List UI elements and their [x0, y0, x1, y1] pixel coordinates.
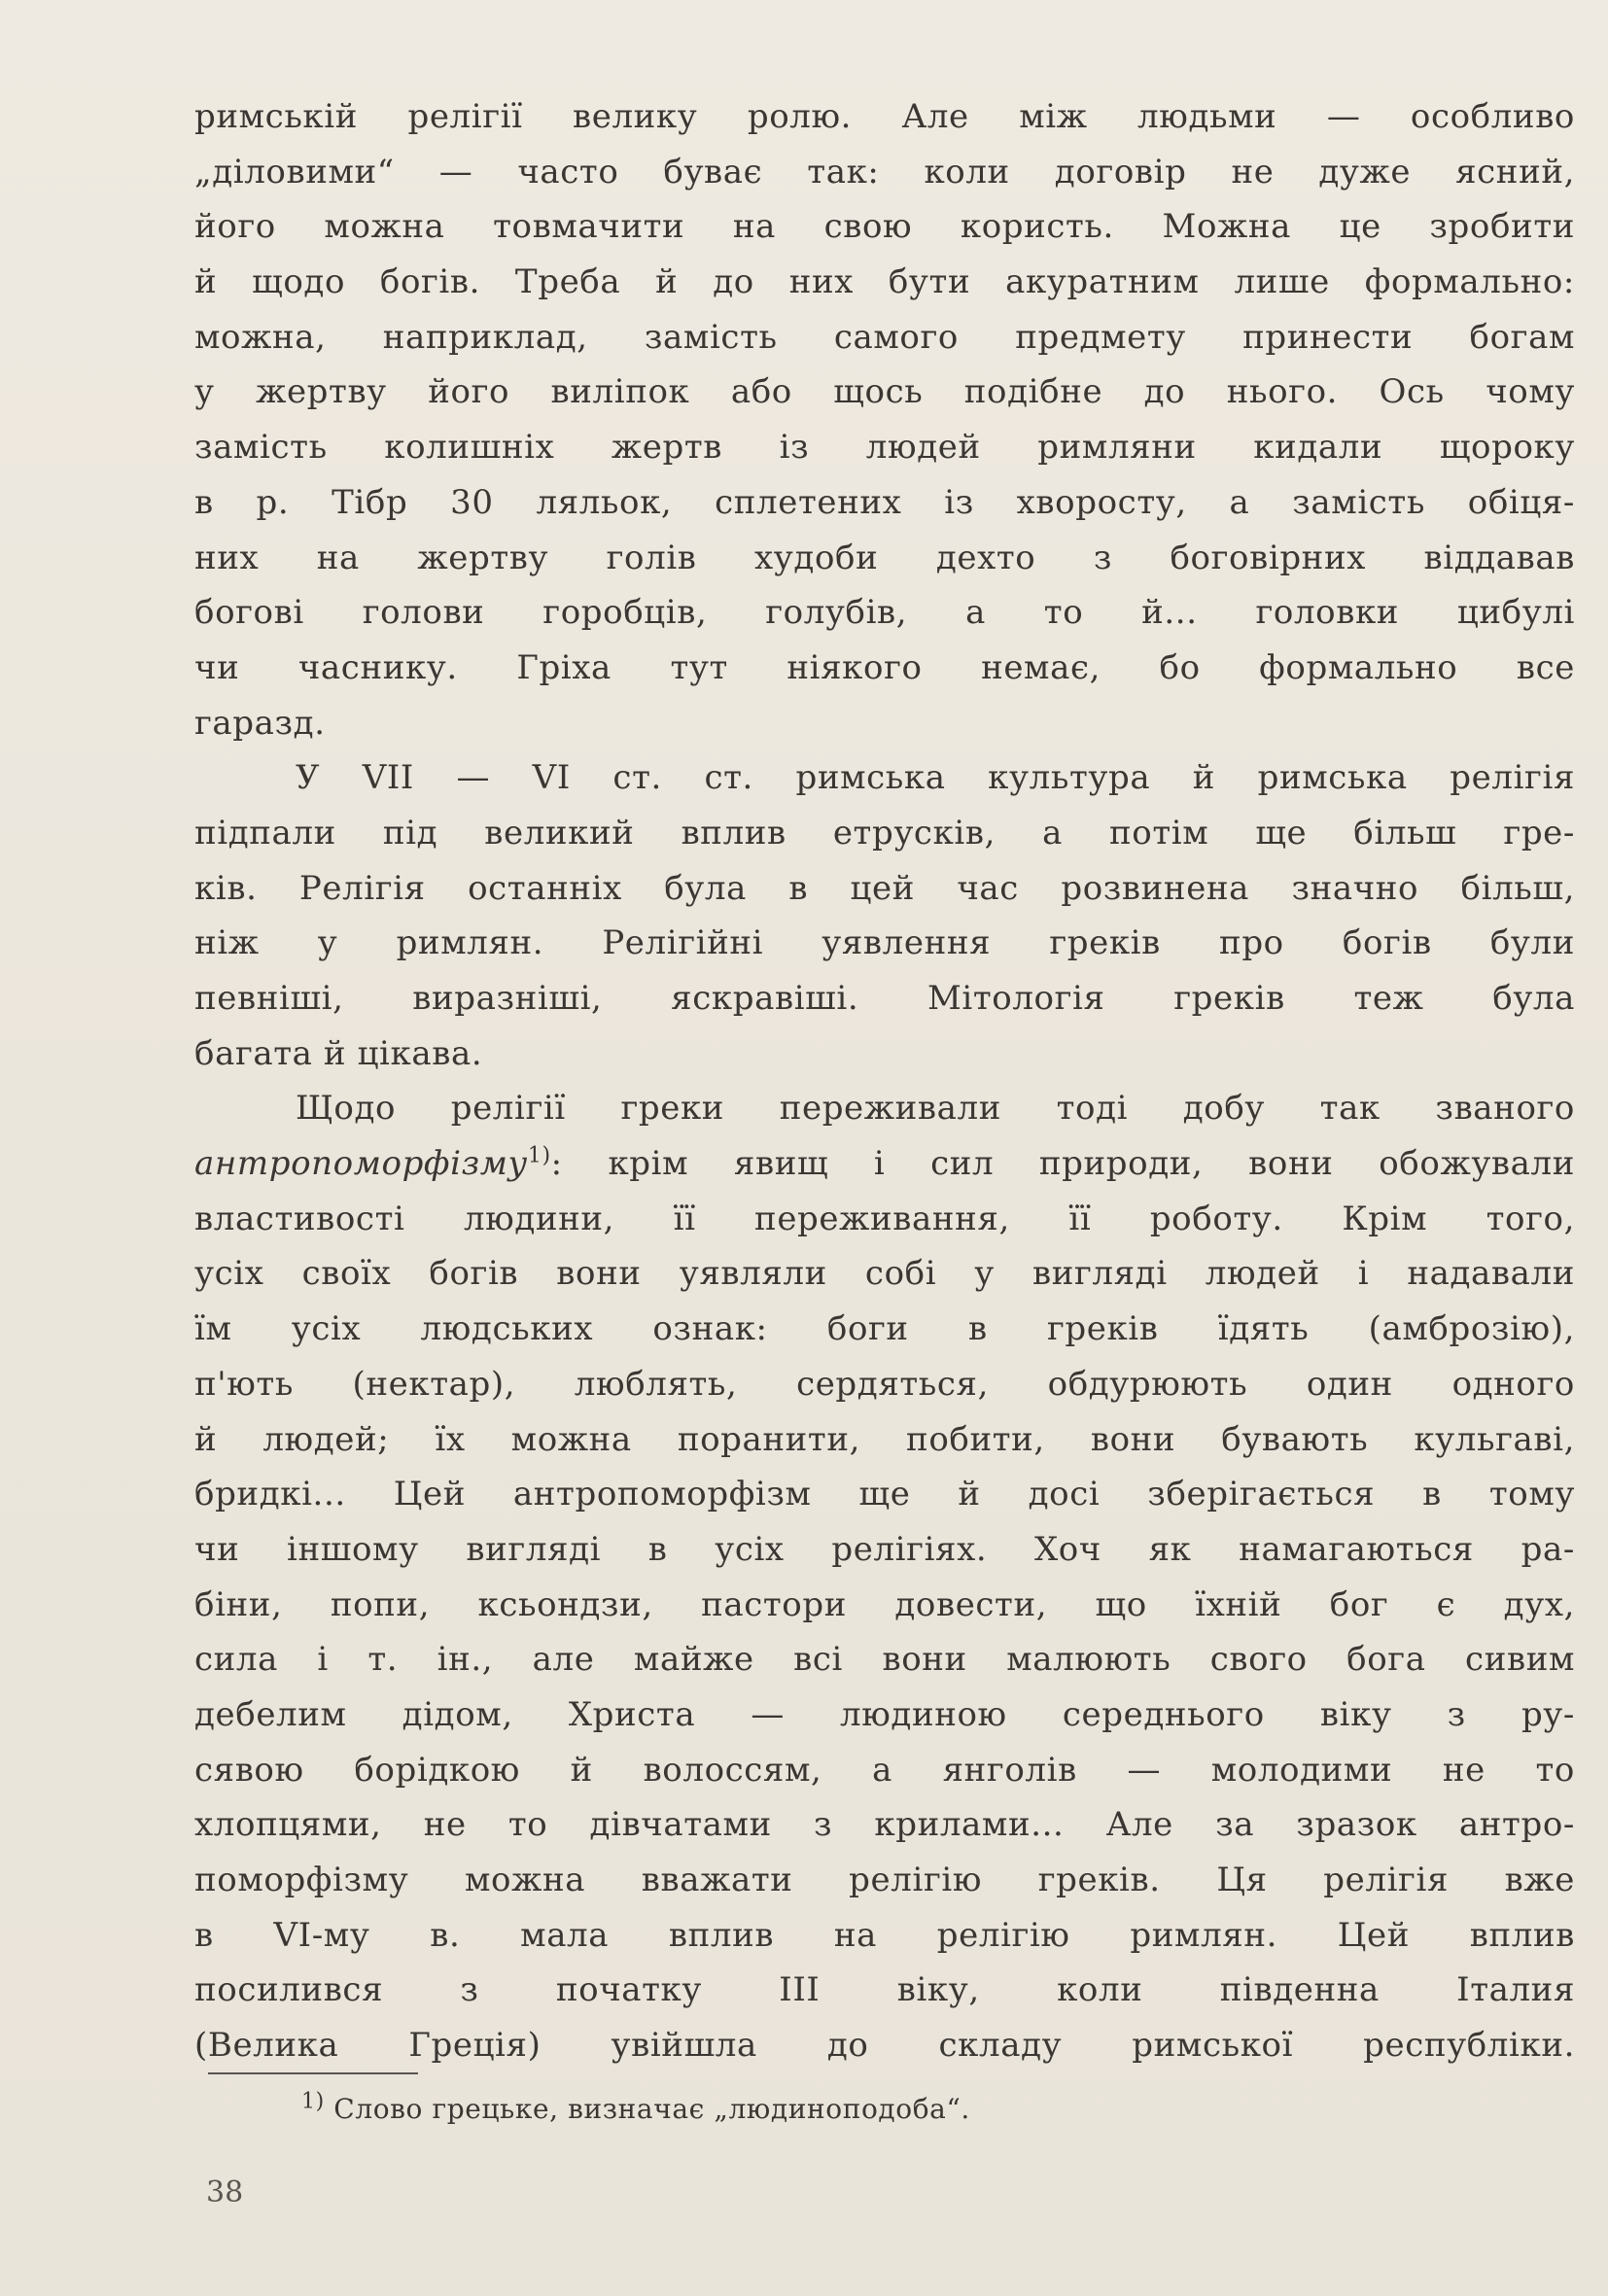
text-line: п'ють (нектар), люблять, сердяться, обдурюють один одного: [194, 1364, 1575, 1404]
text-line: біни, попи, ксьондзи, пастори довести, що їхній бог є дух,: [194, 1584, 1575, 1624]
text-line: хлопцями, не то дівчатами з крилами... Але за зразок антро-: [194, 1805, 1575, 1845]
text-line: у жертву його виліпок або щось подібне до нього. Ось чому: [194, 372, 1575, 412]
text-line: й людей; їх можна поранити, побити, вони бувають кульгаві,: [194, 1419, 1575, 1459]
text-line-remainder: : крім явищ і сил природи, вони обожували: [550, 1144, 1575, 1184]
text-line: них на жертву голів худоби дехто з боговірних віддавав: [194, 538, 1575, 577]
footnote-text: Слово грецьке, визначає „людиноподоба“.: [333, 2093, 970, 2125]
text-line: поморфізму можна вважати релігію греків. Ця релігія вже: [194, 1861, 1575, 1899]
footnote: [301, 2080, 970, 2139]
text-line: його можна товмачити на свою користь. Можна це зробити: [194, 207, 1575, 247]
text-line: підпали під великий вплив етрусків, а потім ще більш гре-: [194, 813, 1575, 852]
footnote-divider: [208, 2072, 418, 2074]
page-number: 38: [206, 2175, 244, 2209]
text-line: усіх своїх богів вони уявляли собі у вигляді людей і надавали: [194, 1254, 1575, 1294]
text-line-with-footnote: [194, 1136, 1575, 1192]
text-line: чи часнику. Гріха тут ніякого немає, бо формально все: [194, 647, 1575, 687]
text-line: дебелим дідом, Христа — людиною середнього віку з ру-: [194, 1694, 1575, 1734]
text-line: Щодо релігії греки переживали тоді добу так званого: [296, 1089, 1575, 1129]
text-line: римській релігії велику ролю. Але між людьми — особливо: [194, 97, 1575, 136]
text-line: властивості людини, її переживання, її роботу. Крім того,: [194, 1199, 1575, 1238]
footnote-marker: 1): [301, 2089, 325, 2114]
text-line: У VII — VI ст. ст. римська культура й римська релігія: [296, 758, 1575, 798]
text-line: богові голови горобців, голубів, а то й... головки цибулі: [194, 593, 1575, 633]
text-line: „діловими“ — часто буває так: коли договір не дуже ясний,: [194, 152, 1575, 191]
text-line: в р. Тібр 30 ляльок, сплетених із хворосту, а замість обіця-: [194, 482, 1575, 522]
body-text: [194, 89, 1575, 2073]
text-line: (Велика Греція) увійшла до складу римської республіки.: [194, 2026, 1575, 2066]
text-line: гаразд.: [194, 703, 326, 743]
text-line: багата й цікава.: [194, 1033, 483, 1073]
emphasized-term: антропоморфізму: [194, 1144, 528, 1184]
text-line: чи іншому вигляді в усіх релігіях. Хоч як намагаються ра-: [194, 1529, 1575, 1569]
text-line: ків. Релігія останніх була в цей час розвинена значно більш,: [194, 868, 1575, 908]
text-line: можна, наприклад, замість самого предмету принести богам: [194, 317, 1575, 357]
text-line: сявою борідкою й волоссям, а янголів — молодими не то: [194, 1750, 1575, 1790]
text-line: їм усіх людських ознак: боги в греків їдять (амброзію),: [194, 1309, 1575, 1349]
text-line: й щодо богів. Треба й до них бути акуратним лише формально:: [194, 262, 1575, 302]
text-line: бридкі... Цей антропоморфізм ще й досі зберігається в тому: [194, 1475, 1575, 1514]
text-line: певніші, виразніші, яскравіші. Мітологія греків теж була: [194, 979, 1575, 1018]
text-line: замість колишніх жертв із людей римляни кидали щороку: [194, 428, 1575, 468]
text-line: сила і т. ін., але майже всі вони малюють свого бога сивим: [194, 1640, 1575, 1680]
text-line: ніж у римлян. Релігійні уявлення греків про богів були: [194, 923, 1575, 963]
text-line: посилився з початку III віку, коли південна Італия: [194, 1970, 1575, 2010]
footnote-reference[interactable]: 1): [527, 1143, 551, 1168]
text-line: в VI-му в. мала вплив на релігію римлян. Цей вплив: [194, 1915, 1575, 1955]
